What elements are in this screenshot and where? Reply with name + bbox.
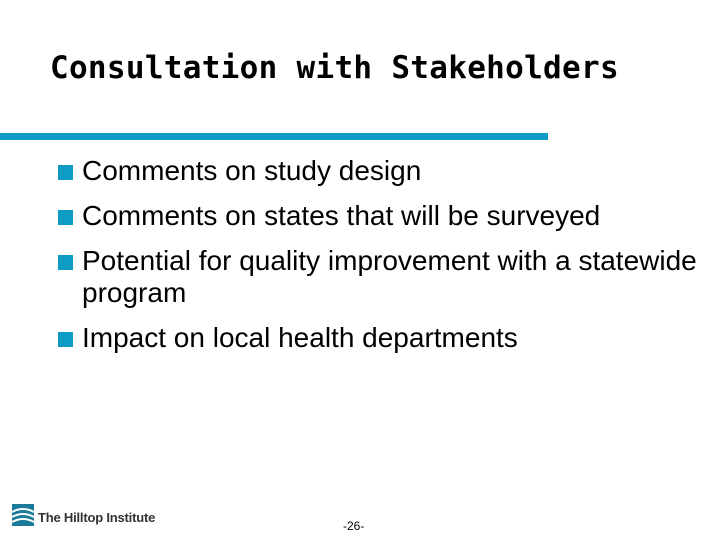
page-number: -26- <box>343 519 365 533</box>
bullet-text: Impact on local health departments <box>82 322 518 353</box>
bullet-item <box>58 245 708 309</box>
bullet-list <box>58 155 708 367</box>
logo-text: The Hilltop Institute <box>38 510 156 525</box>
bullet-text: Comments on states that will be surveyed <box>82 200 601 231</box>
bullet-square-icon <box>58 165 73 180</box>
bullet-text: Potential for quality improvement with a statewide program <box>82 245 697 308</box>
bullet-square-icon <box>58 210 73 225</box>
slide-title: Consultation with Stakeholders <box>50 50 619 86</box>
hilltop-logo-icon <box>12 504 34 526</box>
title-divider <box>0 133 548 140</box>
bullet-square-icon <box>58 255 73 270</box>
bullet-item <box>58 200 708 232</box>
bullet-square-icon <box>58 332 73 347</box>
bullet-item <box>58 155 708 187</box>
bullet-text: Comments on study design <box>82 155 422 186</box>
bullet-item <box>58 322 708 354</box>
